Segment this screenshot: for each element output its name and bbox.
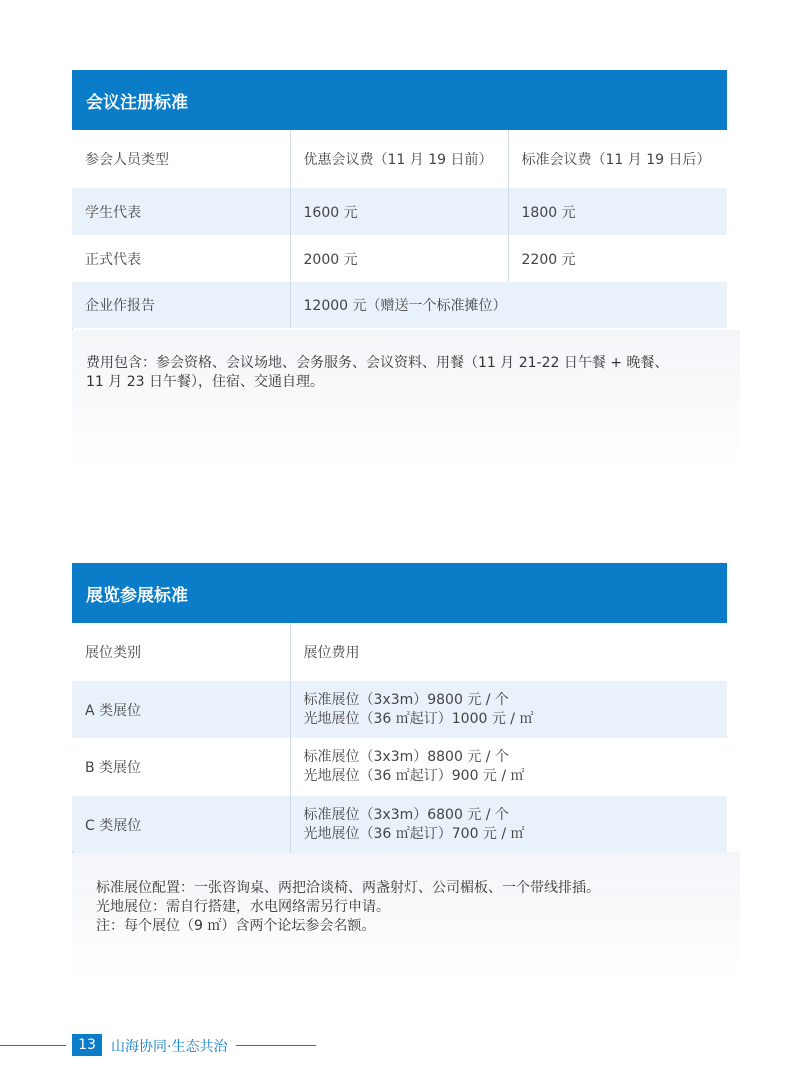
booth-category-cell: C 类展位 xyxy=(72,796,290,853)
raw-space-fee: 光地展位（36 ㎡起订）700 元 / ㎡ xyxy=(303,825,525,842)
standard-fee-cell: 2200 元 xyxy=(508,235,727,282)
exhibition-note-line: 注：每个展位（9 ㎡）含两个论坛参会名额。 xyxy=(96,918,376,934)
exhibition-section xyxy=(72,563,727,853)
exhibition-title: 展览参展标准 xyxy=(72,563,727,623)
registration-note-line: 费用包含：参会资格、会议场地、会务服务、会议资料、用餐（11 月 21-22 日午餐 + 晚餐、 xyxy=(86,355,669,371)
header-standard-fee: 标准会议费（11 月 19 日后） xyxy=(508,130,727,188)
registration-note xyxy=(86,354,668,392)
booth-fee-cell xyxy=(290,681,727,738)
booth-fee-cell xyxy=(290,796,727,853)
registration-note-line: 11 月 23 日午餐），住宿、交通自理。 xyxy=(86,374,324,390)
standard-booth-fee: 标准展位（3x3m）6800 元 / 个 xyxy=(303,806,509,823)
exhibition-notes xyxy=(96,879,600,936)
footer-rule-left xyxy=(0,1045,66,1046)
header-early-fee: 优惠会议费（11 月 19 日前） xyxy=(290,130,508,188)
exhibition-table xyxy=(72,623,727,853)
table-edge xyxy=(72,851,73,853)
booth-fee-cell xyxy=(290,738,727,796)
header-attendee-type: 参会人员类型 xyxy=(72,130,290,188)
raw-space-fee: 光地展位（36 ㎡起订）900 元 / ㎡ xyxy=(303,768,525,784)
footer-rule-right xyxy=(236,1045,316,1046)
attendee-type-cell: 企业作报告 xyxy=(72,282,290,328)
exhibition-note-line: 标准展位配置：一张咨询桌、两把洽谈椅、两盏射灯、公司楣板、一个带线排插。 xyxy=(96,880,600,896)
attendee-type-cell: 正式代表 xyxy=(72,235,290,282)
standard-fee-cell: 1800 元 xyxy=(508,188,727,235)
combined-fee-cell: 12000 元（赠送一个标准摊位） xyxy=(290,282,727,328)
raw-space-fee: 光地展位（36 ㎡起订）1000 元 / ㎡ xyxy=(303,710,534,727)
early-fee-cell: 1600 元 xyxy=(290,188,508,235)
table-edge xyxy=(72,328,73,330)
exhibition-note-line: 光地展位：需自行搭建，水电网络需另行申请。 xyxy=(96,899,390,915)
table-header-row xyxy=(72,130,727,188)
booth-category-cell: B 类展位 xyxy=(72,738,290,796)
standard-booth-fee: 标准展位（3x3m）8800 元 / 个 xyxy=(303,749,509,765)
table-row xyxy=(72,282,727,328)
table-row xyxy=(72,738,727,796)
standard-booth-fee: 标准展位（3x3m）9800 元 / 个 xyxy=(303,691,509,708)
registration-note-background xyxy=(72,330,740,470)
table-row xyxy=(72,235,727,282)
booth-category-cell: A 类展位 xyxy=(72,681,290,738)
early-fee-cell: 2000 元 xyxy=(290,235,508,282)
registration-section xyxy=(72,70,727,328)
registration-table xyxy=(72,130,727,328)
attendee-type-cell: 学生代表 xyxy=(72,188,290,235)
table-header-row xyxy=(72,623,727,681)
table-row xyxy=(72,681,727,738)
registration-title: 会议注册标准 xyxy=(72,70,727,130)
header-booth-fee: 展位费用 xyxy=(290,623,727,681)
footer-title: 山海协同·生态共治 xyxy=(111,1039,228,1055)
header-booth-category: 展位类别 xyxy=(72,623,290,681)
table-row xyxy=(72,796,727,853)
page-number: 13 xyxy=(72,1034,102,1056)
table-row xyxy=(72,188,727,235)
